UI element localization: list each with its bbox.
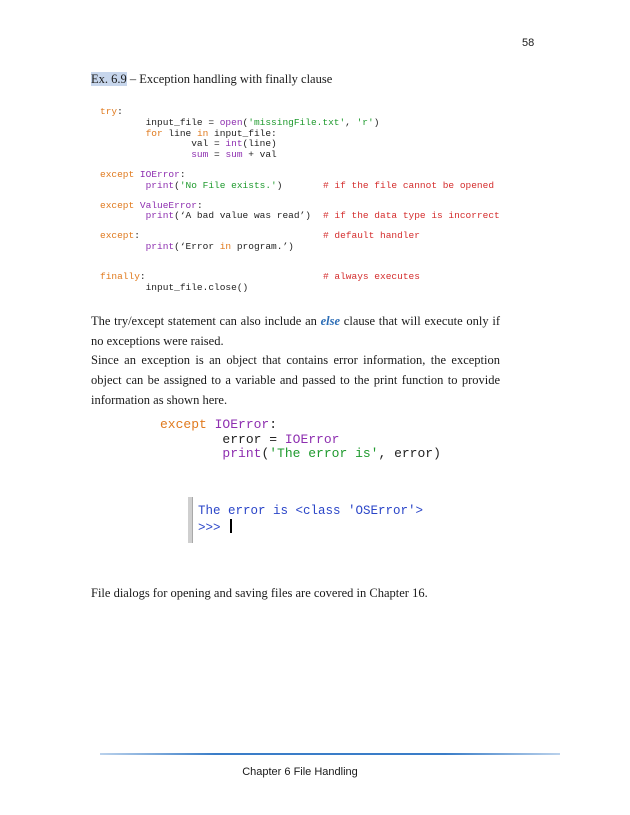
shell-text [198, 504, 423, 536]
code-line-print-error: print(‘Error in program.’) [145, 240, 294, 252]
shell-output-line: The error is <class 'OSError'> [198, 504, 424, 518]
shell-gutter [188, 497, 193, 543]
paragraph-else-clause: The try/except statement can also include an else clause that will execute only if no exceptions were raised. [91, 314, 500, 348]
code-line-except-ioerror: except IOError: [100, 169, 186, 180]
code-example-except: except IOError: [160, 417, 278, 432]
shell-prompt: >>> [198, 521, 229, 535]
code-line-val: val = int(line) [100, 138, 277, 149]
code-example-print: print('The error is', error) [222, 446, 441, 461]
shell-output [188, 497, 448, 543]
paragraph-exception-object: Since an exception is an object that contains error information, the exception object can be assigned to a variable and passed to the print function to provide information as shown here. [91, 353, 500, 407]
code-line-print-nofile: print('No File exists.') [145, 179, 283, 191]
comment-default-handler: # default handler [323, 230, 420, 241]
code-example-assign: error = IOError [222, 431, 340, 447]
try-keyword: try [100, 106, 118, 117]
comment-data-type: # if the data type is incorrect [323, 210, 500, 221]
footer-rule [100, 753, 560, 755]
code-line-for: for line in input_file: [145, 127, 277, 139]
code-line-close: input_file.close() [145, 281, 249, 293]
code-line-except-default: except: [100, 230, 140, 241]
code-line-sum: sum = sum + val [191, 148, 277, 160]
code-line-open: input_file = open('missingFile.txt', 'r') [100, 117, 380, 128]
paragraph-file-dialogs: File dialogs for opening and saving files are covered in Chapter 16. [91, 586, 428, 600]
comment-file-open: # if the file cannot be opened [323, 179, 495, 191]
example-title: – Exception handling with finally clause [126, 72, 333, 86]
text-cursor [230, 519, 232, 533]
comment-always-executes: # always executes [323, 271, 420, 282]
else-keyword: else [320, 314, 341, 328]
code-line-try: try: [100, 106, 123, 117]
example-heading [91, 72, 332, 87]
footer-chapter: Chapter 6 File Handling [242, 766, 358, 778]
example-label: Ex. 6.9 [91, 72, 127, 86]
code-line-except-valueerror: except ValueError: [100, 200, 203, 211]
code-line-finally: finally: [100, 271, 146, 282]
code-line-print-badvalue: print(‘A bad value was read’) [145, 210, 311, 221]
page-number: 58 [522, 37, 535, 49]
